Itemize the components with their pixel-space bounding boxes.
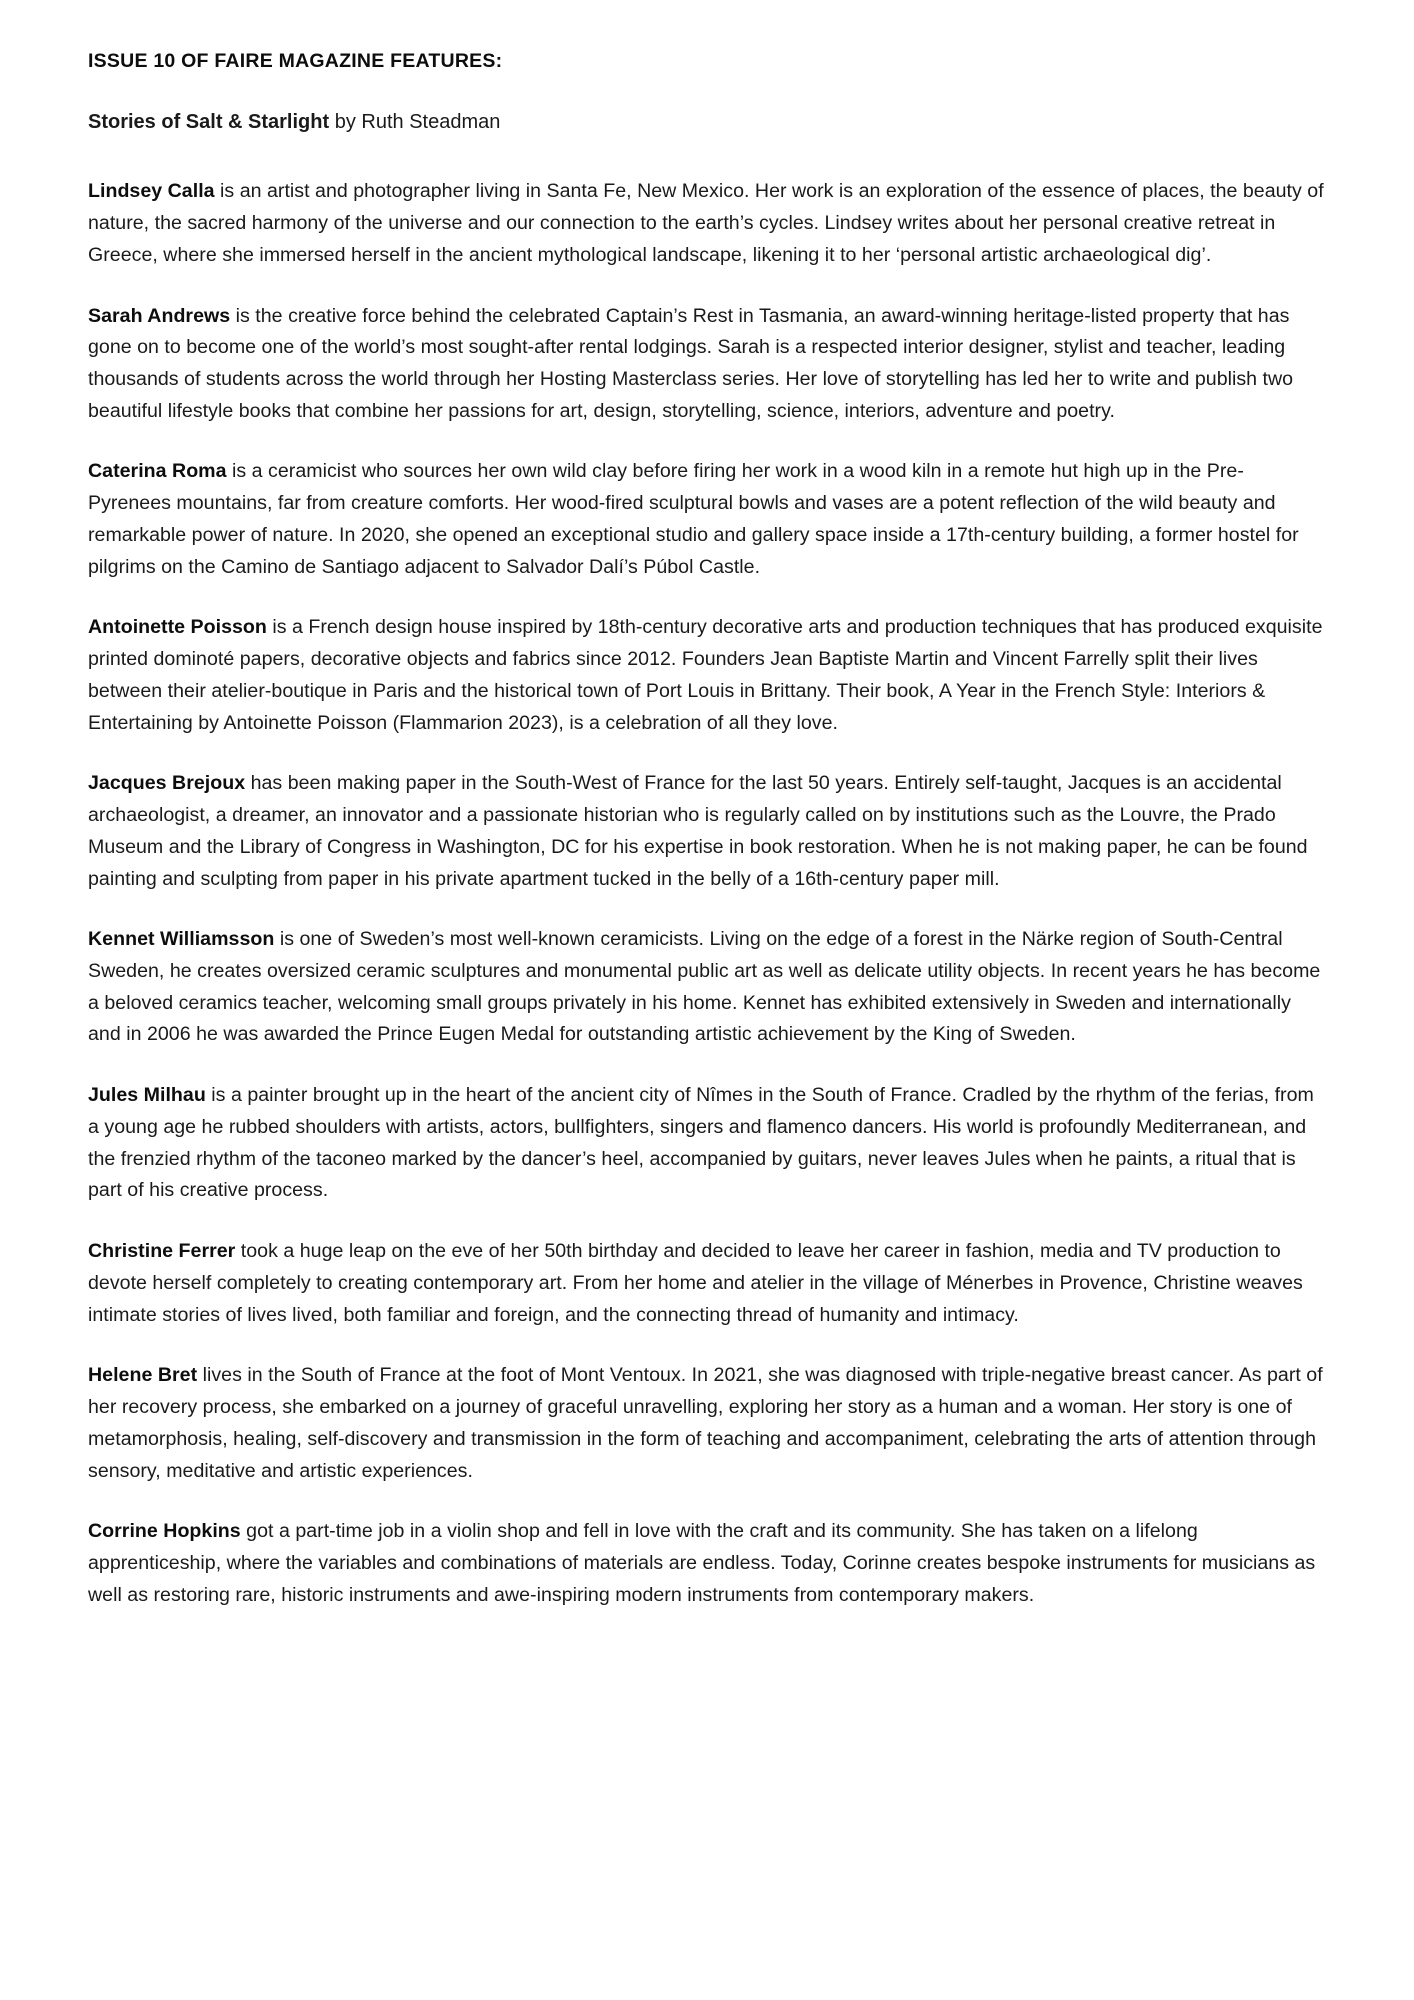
bio-paragraph: [88, 1516, 1326, 1611]
bio-paragraph: [88, 924, 1326, 1051]
bio-paragraph: [88, 1236, 1326, 1331]
bio-paragraph: [88, 612, 1326, 739]
feature-author-credit: by Ruth Steadman: [329, 111, 501, 134]
bio-name: Kennet Williamsson: [88, 928, 275, 951]
feature-work-title: Stories of Salt & Starlight: [88, 111, 330, 134]
bio-name: Antoinette Poisson: [88, 616, 267, 639]
bio-name: Sarah Andrews: [88, 304, 231, 327]
bio-paragraph: [88, 1080, 1326, 1207]
bio-paragraph: [88, 176, 1326, 271]
bio-list: [88, 176, 1326, 1611]
bio-name: Caterina Roma: [88, 460, 227, 483]
bio-text: got a part-time job in a violin shop and fell in love with the craft and its community. She has taken on a lifelong apprenticeship, where the variables and combinations of materials are endless. Today, Corinne creates bespoke instruments for musicians as well as restoring rare, historic instruments and awe-inspiring modern instruments from contemporary makers.: [88, 1520, 1316, 1606]
bio-name: Lindsey Calla: [88, 180, 215, 203]
bio-text: has been making paper in the South-West of France for the last 50 years. Entirely self-taught, Jacques is an accidental archaeologist, a dreamer, an innovator and a passionate historian who is regularly called on by institutions such as the Louvre, the Prado Museum and the Library of Congress in Washington, DC for his expertise in book restoration. When he is not making paper, he can be found painting and sculpting from paper in his private apartment tucked in the belly of a 16th-century paper mill.: [88, 772, 1308, 890]
bio-name: Helene Bret: [88, 1364, 198, 1387]
bio-text: is a French design house inspired by 18th-century decorative arts and production techniques that has produced exquisite printed dominoté papers, decorative objects and fabrics since 2012. Founders Jean Baptiste Martin and Vincent Farrelly split their lives between their atelier-boutique in Paris and the historical town of Port Louis in Brittany. Their book, A Year in the French Style: Interiors & Entertaining by Antoinette Poisson (Flammarion 2023), is a celebration of all they love.: [88, 616, 1323, 734]
bio-name: Christine Ferrer: [88, 1240, 236, 1263]
bio-name: Jules Milhau: [88, 1084, 206, 1107]
bio-text: is the creative force behind the celebrated Captain’s Rest in Tasmania, an award-winning heritage-listed property that has gone on to become one of the world’s most sought-after rental lodgings. Sarah is a respected interior designer, stylist and teacher, leading thousands of students across the world through her Hosting Masterclass series. Her love of storytelling has led her to write and publish two beautiful lifestyle books that combine her passions for art, design, storytelling, science, interiors, adventure and poetry.: [88, 304, 1294, 422]
bio-text: is a ceramicist who sources her own wild clay before firing her work in a wood kiln in a remote hut high up in the Pre-Pyrenees mountains, far from creature comforts. Her wood-fired sculptural bowls and vases are a potent reflection of the wild beauty and remarkable power of nature. In 2020, she opened an exceptional studio and gallery space inside a 17th-century building, a former hostel for pilgrims on the Camino de Santiago adjacent to Salvador Dalí’s Púbol Castle.: [88, 460, 1299, 578]
feature-byline: [88, 108, 1326, 136]
bio-text: took a huge leap on the eve of her 50th birthday and decided to leave her career in fashion, media and TV production to devote herself completely to creating contemporary art. From her home and atelier in the village of Ménerbes in Provence, Christine weaves intimate stories of lives lived, both familiar and foreign, and the connecting thread of humanity and intimacy.: [88, 1240, 1303, 1326]
bio-text: is one of Sweden’s most well-known ceramicists. Living on the edge of a forest in the Närke region of South-Central Sweden, he creates oversized ceramic sculptures and monumental public art as well as delicate utility objects. In recent years he has become a beloved ceramics teacher, welcoming small groups privately in his home. Kennet has exhibited extensively in Sweden and internationally and in 2006 he was awarded the Prince Eugen Medal for outstanding artistic achievement by the King of Sweden.: [88, 928, 1321, 1046]
bio-name: Corrine Hopkins: [88, 1520, 241, 1543]
bio-paragraph: [88, 1360, 1326, 1487]
bio-paragraph: [88, 456, 1326, 583]
bio-paragraph: [88, 301, 1326, 428]
bio-text: is an artist and photographer living in Santa Fe, New Mexico. Her work is an exploration of the essence of places, the beauty of nature, the sacred harmony of the universe and our connection to the earth’s cycles. Lindsey writes about her personal creative retreat in Greece, where she immersed herself in the ancient mythological landscape, likening it to her ‘personal artistic archaeological dig’.: [88, 180, 1324, 266]
bio-paragraph: [88, 768, 1326, 895]
bio-text: is a painter brought up in the heart of the ancient city of Nîmes in the South of France. Cradled by the rhythm of the ferias, from a young age he rubbed shoulders with artists, actors, bullfighters, singers and flamenco dancers. His world is profoundly Mediterranean, and the frenzied rhythm of the taconeo marked by the dancer’s heel, accompanied by guitars, never leaves Jules when he paints, a ritual that is part of his creative process.: [88, 1084, 1314, 1202]
bio-text: lives in the South of France at the foot of Mont Ventoux. In 2021, she was diagnosed with triple-negative breast cancer. As part of her recovery process, she embarked on a journey of graceful unravelling, exploring her story as a human and a woman. Her story is one of metamorphosis, healing, self-discovery and transmission in the form of teaching and accompaniment, celebrating the arts of attention through sensory, meditative and artistic experiences.: [88, 1364, 1323, 1482]
page-title: ISSUE 10 OF FAIRE MAGAZINE FEATURES:: [88, 50, 503, 72]
bio-name: Jacques Brejoux: [88, 772, 246, 795]
